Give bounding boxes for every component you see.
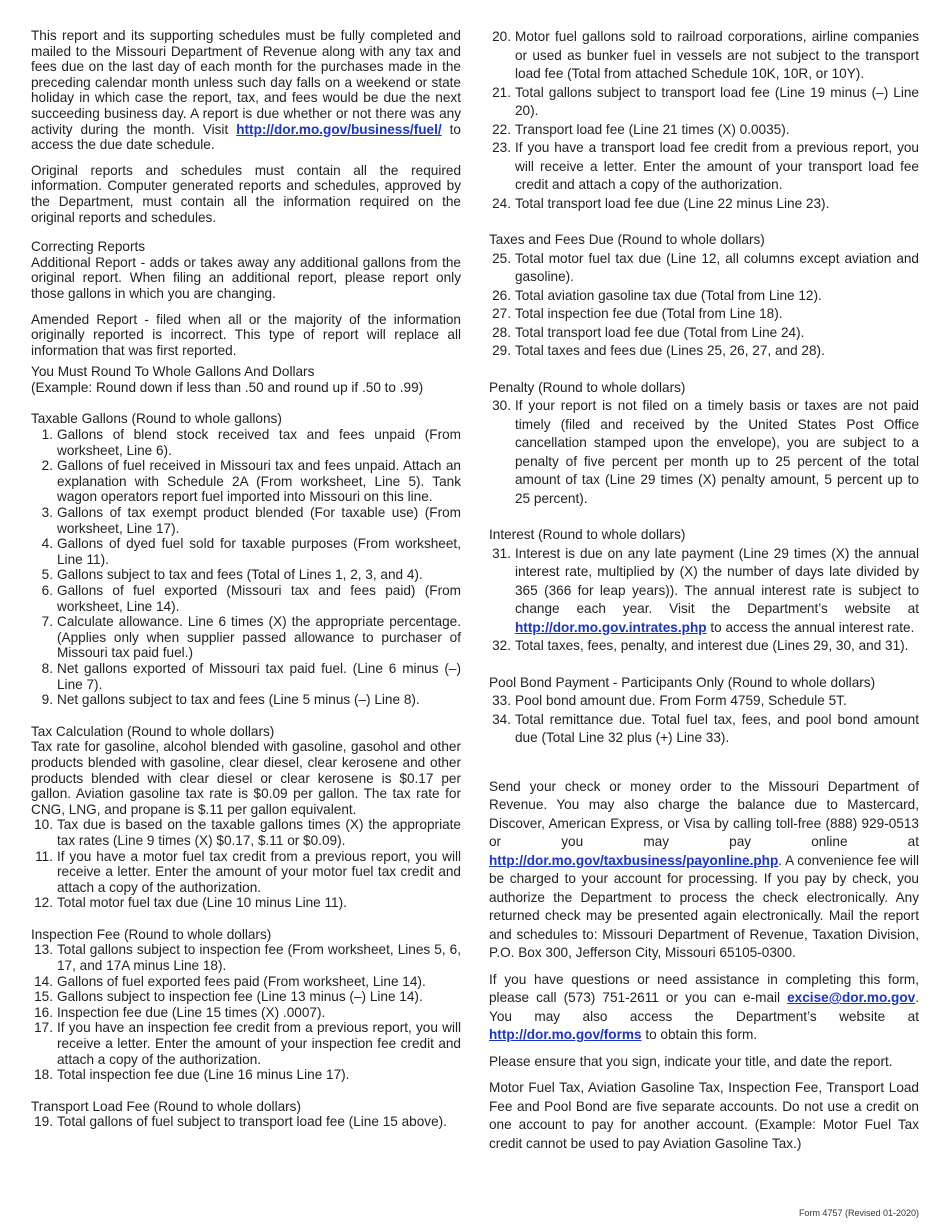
list-item: [31, 895, 461, 911]
item-text: If you have a motor fuel tax credit from a previous report, you will receive a letter. Enter the amount of your motor fuel tax credit and attach a copy of the authorization.: [57, 848, 461, 895]
pool-bond-heading: Pool Bond Payment - Participants Only (Round to whole dollars): [489, 674, 876, 690]
item-number: 29.: [492, 343, 511, 358]
list-item: [31, 583, 461, 614]
tax-rate-paragraph: Tax rate for gasoline, alcohol blended with gasoline, gasohol and other products blended with gasoline, clear diesel, clear kerosene and other products blended with clear diesel or clear kerosene is $0.17 per gallon. Aviation gasoline tax rate is $0.09 per gallon. The tax rate for CNG, LNG, and propane is $.11 per gallon equivalent.: [31, 739, 461, 817]
item-number: 23.: [492, 140, 511, 155]
tax-calculation-heading: Tax Calculation (Round to whole dollars): [31, 723, 275, 739]
item-text: Gallons of blend stock received tax and fees unpaid (From worksheet, Line 6).: [57, 427, 461, 458]
fuel-schedule-link[interactable]: http://dor.mo.gov/business/fuel/: [236, 121, 442, 137]
list-item: [489, 324, 919, 343]
item-text: Gallons of dyed fuel sold for taxable purposes (From worksheet, Line 11).: [57, 536, 461, 567]
item-text: Tax due is based on the taxable gallons times (X) the appropriate tax rates (Line 9 times (X) $0.17, $.11 or $0.09).: [57, 817, 461, 848]
sign-paragraph: Please ensure that you sign, indicate your title, and date the report.: [489, 1053, 893, 1069]
list-item: [489, 250, 919, 287]
item-number: 30.: [492, 398, 511, 413]
item-number: 18.: [34, 1067, 53, 1083]
list-item: [489, 84, 919, 121]
interest-rate-link[interactable]: http://dor.mo.gov.intrates.php: [515, 619, 707, 635]
right-column: [489, 28, 919, 1163]
list-item: [31, 817, 461, 848]
additional-report-paragraph: Additional Report - adds or takes away any additional gallons from the original report. When filing an additional report, please report only those gallons in which you are changing.: [31, 254, 461, 301]
separate-accounts-paragraph: Motor Fuel Tax, Aviation Gasoline Tax, Inspection Fee, Transport Load Fee and Pool Bond are five separate accounts. Do not use a credit on one account to pay for another account. (Example: Motor Fuel Tax credit cannot be used to pay Aviation Gasoline Tax.): [489, 1080, 919, 1151]
transport-load-fee-heading: Transport Load Fee (Round to whole dollars): [31, 1098, 302, 1114]
list-item: 31. Interest is due on any late payment (Line 29 times (X) the annual interest rate, multiplied by (X) the number of days late divided by 365 (366 for leap years)). The annual interest rate is subject to change each year. Visit the Department’s website at http://dor.mo.gov.intrates.php to access the annual interest rate.: [492, 545, 919, 635]
intro-paragraph: This report and its supporting schedules must be fully completed and mailed to the Missouri Department of Revenue along with any tax and fees due on the last day of each month for the purchases made in the preceding calendar month unless such day falls on a weekend or state holiday in which case the report, tax, and fees would be due the next succeeding business day. A report is due whether or not there was any activity during the month. Visit http://dor.mo.gov/business/fuel/ to access the due date schedule.: [31, 28, 461, 153]
item-text: Total motor fuel tax due (Line 10 minus Line 11).: [57, 895, 347, 911]
list-item: [489, 121, 919, 140]
item-text: Total gallons of fuel subject to transport load fee (Line 15 above).: [57, 1114, 447, 1130]
list-item: [31, 1067, 461, 1083]
item-number: 26.: [492, 287, 511, 303]
item-number: 20.: [492, 29, 511, 44]
tax-calculation-list: [31, 817, 461, 911]
item-number: 19.: [34, 1114, 53, 1130]
item-number: 6.: [41, 583, 53, 598]
pool-bond-list: [489, 692, 919, 748]
item-text: If you have a transport load fee credit from a previous report, you will receive a letter. Enter the amount of your transport load fee credit and attach a copy of the authorization.: [515, 140, 919, 192]
amended-report-paragraph: Amended Report - filed when all or the majority of the information originally reported is incorrect. This type of report will replace all information that was first reported.: [31, 311, 461, 358]
item-number: 5.: [41, 567, 53, 583]
original-reports-paragraph: Original reports and schedules must contain all the required information. Computer generated reports and schedules, approved by the Department, must contain all the information required on the original reports and schedules.: [31, 162, 461, 225]
questions-paragraph: If you have questions or need assistance in completing this form, please call (573) 751-2611 or you can e-mail excise@dor.mo.gov. You may also access the Department’s website at http://dor.mo.gov/forms to obtain this form.: [489, 971, 919, 1042]
transport-load-fee-list: [31, 1114, 461, 1130]
list-item: [31, 661, 461, 692]
list-item: [489, 28, 919, 84]
item-number: 4.: [41, 536, 53, 552]
item-number: 12.: [34, 895, 53, 911]
item-number: 21.: [492, 84, 511, 100]
list-item: [489, 195, 919, 214]
item-text: Total inspection fee due (Line 16 minus Line 17).: [57, 1067, 350, 1083]
interest-list: [489, 545, 919, 656]
list-item: [31, 692, 461, 708]
taxes-fees-due-list: [489, 250, 919, 361]
item-text: Gallons of fuel exported fees paid (From worksheet, Line 14).: [57, 973, 426, 989]
payment-paragraph: Send your check or money order to the Missouri Department of Revenue. You may also charge the balance due to Mastercard, Discover, American Express, or Visa by calling toll-free (888) 929-0513 or you may pay online at http://dor.mo.gov/taxbusiness/payonline.php. A convenience fee will be charged to your account for processing. If you pay by check, you authorize the Department to process the check electronically. Any returned check may be presented again electronically. Mail the report and schedules to: Missouri Department of Revenue, Taxation Division, P.O. Box 300, Jefferson City, Missouri 65105-0300.: [489, 778, 919, 960]
item-text: If you have an inspection fee credit from a previous report, you will receive a letter. Enter the amount of your inspection fee credit and attach a copy of the authorization.: [57, 1020, 461, 1067]
forms-link[interactable]: http://dor.mo.gov/forms: [489, 1027, 642, 1042]
item-text: Total aviation gasoline tax due (Total from Line 12).: [515, 287, 822, 303]
taxable-gallons-list: [31, 427, 461, 708]
item-text: Pool bond amount due. From Form 4759, Schedule 5T.: [515, 693, 847, 708]
list-item: [489, 342, 919, 361]
item-text: Gallons of fuel exported (Missouri tax and fees paid) (From worksheet, Line 14).: [57, 583, 461, 614]
item-number: 34.: [492, 711, 511, 727]
list-item: [31, 505, 461, 536]
item-number: 14.: [34, 973, 53, 989]
list-item: [489, 287, 919, 306]
left-column: [31, 28, 461, 1130]
item-number: 16.: [34, 1004, 53, 1020]
item-text: Gallons of fuel received in Missouri tax and fees unpaid. Attach an explanation with Schedule 2A (From worksheet, Line 5). Tank wagon operators report fuel imported into Missouri on this line.: [57, 458, 461, 505]
list-item: [489, 139, 919, 195]
inspection-fee-heading: Inspection Fee (Round to whole dollars): [31, 926, 272, 942]
item-text: Motor fuel gallons sold to railroad corporations, airline companies or used as bunker fuel in vessels are not subject to the transport load fee (Total from attached Schedule 10K, 10R, or 10Y).: [515, 29, 919, 81]
taxes-fees-due-heading: Taxes and Fees Due (Round to whole dollars): [489, 232, 765, 247]
item-number: 17.: [34, 1020, 53, 1036]
transport-load-fee-list-continued: [489, 28, 919, 213]
correcting-reports-heading: Correcting Reports: [31, 239, 146, 255]
excise-email-link[interactable]: excise@dor.mo.gov: [787, 990, 916, 1005]
item-number: 8.: [41, 660, 53, 676]
list-item: [489, 711, 919, 748]
item-text: Gallons of tax exempt product blended (For taxable use) (From worksheet, Line 17).: [57, 505, 461, 536]
item-number: 15.: [34, 989, 53, 1005]
item-text: Transport load fee (Line 21 times (X) 0.0035).: [515, 121, 790, 137]
list-item: [31, 942, 461, 973]
item-text: Gallons subject to inspection fee (Line 13 minus (–) Line 14).: [57, 989, 423, 1005]
list-item: [31, 849, 461, 896]
item-number: 22.: [492, 121, 511, 137]
item-text: Gallons subject to tax and fees (Total of Lines 1, 2, 3, and 4).: [57, 567, 423, 583]
item-text: Net gallons subject to tax and fees (Line 5 minus (–) Line 8).: [57, 692, 420, 708]
list-item: [31, 1005, 461, 1021]
item-number: 27.: [492, 306, 511, 321]
taxable-gallons-heading: Taxable Gallons (Round to whole gallons): [31, 411, 282, 427]
rounding-heading: You Must Round To Whole Gallons And Dollars: [31, 364, 315, 380]
list-item: [31, 989, 461, 1005]
item-text: If your report is not filed on a timely basis or taxes are not paid timely (filed and received by the United States Post Office cancellation stamped upon the envelope), you are subject to a penalty of five percent per month up to 25 percent of the total amount of tax (Line 29 times (X) penalty amount, 5 percent up to 25 percent).: [515, 398, 919, 506]
form-number-footer: Form 4757 (Revised 01-2020): [798, 1208, 919, 1218]
item-number: 25.: [492, 250, 511, 266]
list-item: 32. Total taxes, fees, penalty, and interest due (Lines 29, 30, and 31).: [492, 638, 909, 653]
pay-online-link[interactable]: http://dor.mo.gov/taxbusiness/payonline.php: [489, 852, 779, 868]
list-item: [31, 536, 461, 567]
item-number: 2.: [41, 458, 53, 474]
list-item: [31, 458, 461, 505]
item-text: Total remittance due. Total fuel tax, fees, and pool bond amount due (Total Line 32 plus (+) Line 33).: [515, 711, 919, 745]
penalty-heading: Penalty (Round to whole dollars): [489, 379, 686, 395]
list-item: [31, 1114, 461, 1130]
item-number: 7.: [41, 614, 53, 630]
interest-heading: Interest (Round to whole dollars): [489, 527, 686, 542]
list-item: [489, 692, 919, 711]
item-text: Net gallons exported of Missouri tax paid fuel. (Line 6 minus (–) Line 7).: [57, 660, 461, 692]
item-text: Total motor fuel tax due (Line 12, all columns except aviation and gasoline).: [515, 250, 919, 284]
list-item: [31, 614, 461, 661]
item-text: Total taxes and fees due (Lines 25, 26, 27, and 28).: [515, 343, 825, 358]
list-item: [31, 427, 461, 458]
item-text: Calculate allowance. Line 6 times (X) the appropriate percentage. (Applies only when supplier passed allowance to purchaser of Missouri tax paid fuel.): [57, 614, 461, 661]
list-item: [31, 1020, 461, 1067]
item-text: Total gallons subject to inspection fee (From worksheet, Lines 5, 6, 17, and 17A minus Line 18).: [57, 942, 461, 974]
item-number: 3.: [41, 505, 53, 521]
item-number: 13.: [34, 942, 53, 958]
item-text: Total gallons subject to transport load fee (Line 19 minus (–) Line 20).: [515, 84, 919, 118]
list-item: [489, 305, 919, 324]
item-text: Inspection fee due (Line 15 times (X) .0007).: [57, 1004, 326, 1020]
rounding-example: (Example: Round down if less than .50 and round up if .50 to .99): [31, 379, 424, 395]
list-item: [31, 974, 461, 990]
item-number: 9.: [41, 692, 53, 708]
item-number: 11.: [35, 848, 53, 864]
item-text: Total inspection fee due (Total from Line 18).: [515, 306, 783, 321]
item-number: 10.: [34, 817, 53, 833]
inspection-fee-list: [31, 942, 461, 1082]
item-text: Total transport load fee due (Line 22 minus Line 23).: [515, 195, 830, 211]
item-number: 28.: [492, 324, 511, 340]
list-item: [489, 397, 919, 508]
item-text: Total transport load fee due (Total from Line 24).: [515, 324, 805, 340]
item-number: 33.: [492, 693, 511, 708]
penalty-list: [489, 397, 919, 508]
item-number: 24.: [492, 195, 511, 211]
list-item: [31, 567, 461, 583]
item-number: 1.: [41, 427, 53, 443]
